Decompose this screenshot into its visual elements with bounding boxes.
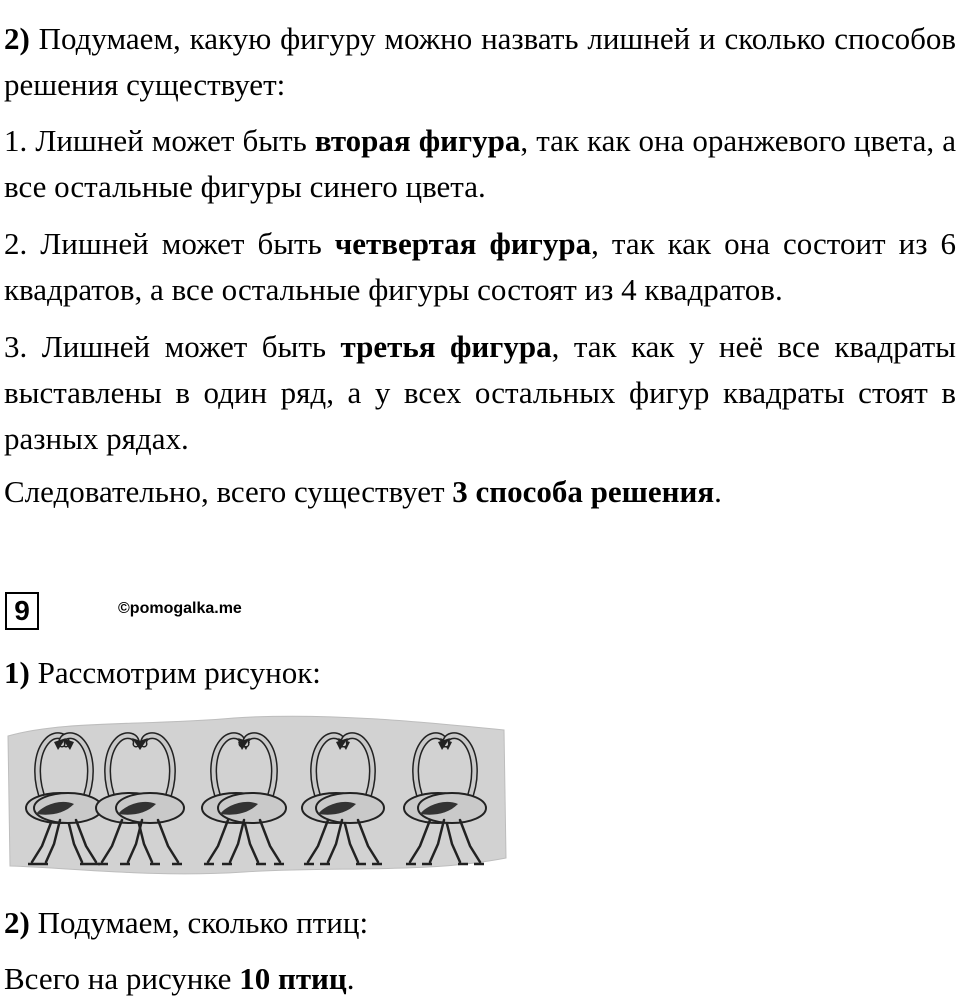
answer <box>4 956 956 1002</box>
step-1-text: Рассмотрим рисунок: <box>29 655 321 690</box>
step-1-number: 1) <box>4 655 30 690</box>
flamingo-flock-illustration <box>4 708 508 880</box>
option-2 <box>4 221 956 313</box>
option-3-bold: третья фигура <box>340 329 552 364</box>
answer-prefix: Всего на рисунке <box>4 961 240 996</box>
part2-intro <box>4 16 956 108</box>
option-1 <box>4 118 956 210</box>
option-3-suffix: , так как у неё все квадраты выставлены в один ряд, а у всех остальных фигур квадраты стоят в разных рядах. <box>4 329 956 456</box>
step-2-text: Подумаем, сколько птиц: <box>29 905 369 940</box>
part2-text: Подумаем, какую фигуру можно назвать лишней и сколько способов решения существует: <box>4 21 957 102</box>
option-2-bold: четвертая фигура <box>334 226 592 261</box>
flamingo-flock-svg <box>4 708 508 880</box>
step-2 <box>4 900 956 946</box>
conclusion-bold: 3 способа решения <box>452 474 715 509</box>
conclusion <box>4 469 956 515</box>
step-2-number: 2) <box>4 905 30 940</box>
option-1-bold: вторая фигура <box>314 123 521 158</box>
step-1 <box>4 650 956 696</box>
option-3 <box>4 324 956 462</box>
answer-suffix: . <box>346 961 355 996</box>
task-number-box: 9 <box>5 592 39 630</box>
conclusion-prefix: Следовательно, всего существует <box>4 474 453 509</box>
answer-bold: 10 птиц <box>239 961 347 996</box>
conclusion-suffix: . <box>714 474 722 509</box>
option-2-suffix: , так как она состоит из 6 квадратов, а все остальные фигуры состоят из 4 квадратов. <box>4 226 956 307</box>
option-1-prefix: 1. Лишней может быть <box>4 123 315 158</box>
option-3-prefix: 3. Лишней может быть <box>4 329 341 364</box>
option-2-prefix: 2. Лишней может быть <box>4 226 335 261</box>
part2-number: 2) <box>4 21 30 56</box>
watermark: ©pomogalka.me <box>118 600 242 617</box>
option-1-suffix: , так как она оранжевого цвета, а все остальные фигуры синего цвета. <box>4 123 956 204</box>
